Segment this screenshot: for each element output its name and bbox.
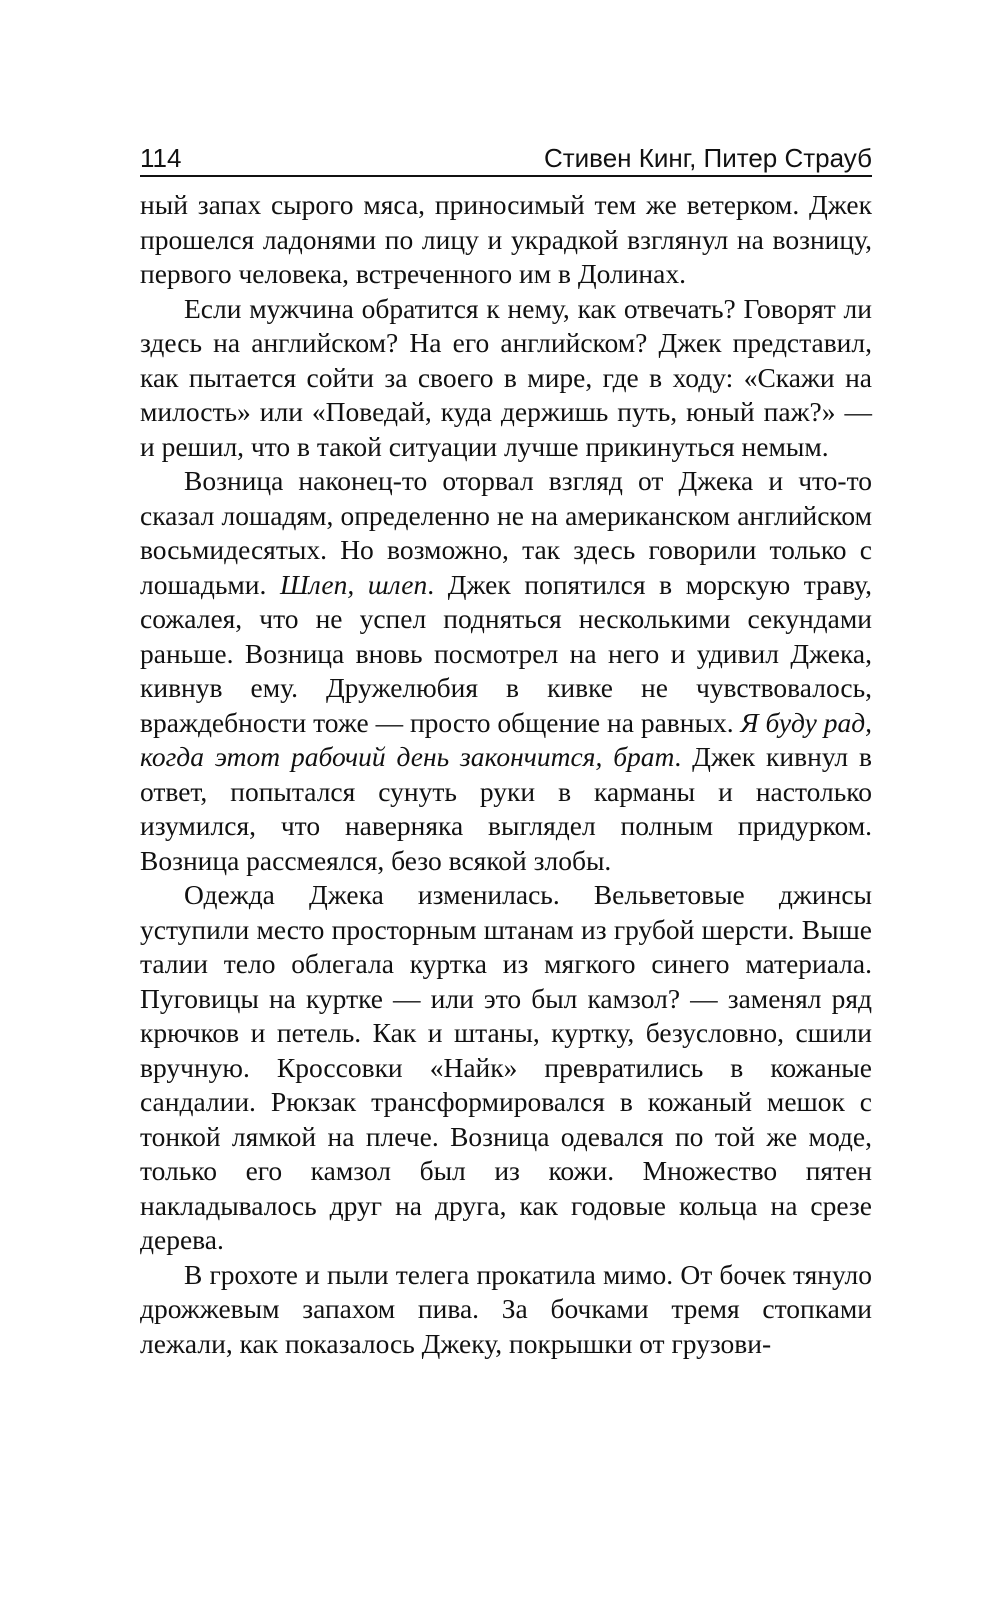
paragraph-5 [140,1258,872,1362]
paragraph-3 [140,464,872,878]
page-number: 114 [140,143,182,173]
paragraph-text: . Джек попятился в морскую траву, сожалея, что не успел подняться несколькими секундами раньше. Возница вновь посмотрел на него и удивил Джека, кивнув ему. Дружелюбия в кивке не чувствовалось, враждебности тоже — просто общение на равных. [140,568,872,738]
body-text [140,188,872,1361]
running-title: Стивен Кинг, Питер Страуб [543,143,872,173]
paragraph-text: ный запах сырого мяса, приносимый тем же ветерком. Джек прошелся ладонями по лицу и украдкой взглянул на возницу, первого человека, встреченного им в Долинах. [140,189,872,289]
paragraph-text: В грохоте и пыли телега прокатила мимо. От бочек тянуло дрожжевым запахом пива. За бочками тремя стопками лежали, как показалось Джеку, покрышки от грузови- [140,1258,872,1359]
running-head [140,141,872,177]
italic-text: Шлеп, шлеп [280,568,428,600]
paragraph-text: Если мужчина обратится к нему, как отвечать? Говорят ли здесь на английском? На его английском? Джек представил, как пытается сойти за своего в мире, где в ходу: «Скажи на милость» или «Поведай, куда держишь путь, юный паж?» — и решил, что в такой ситуации лучше прикинуться немым. [140,292,872,462]
italic-text: Я буду рад, когда этот рабочий день закончится, брат [140,706,872,772]
paragraph-2 [140,292,872,465]
paragraph-text: Возница наконец-то оторвал взгляд от Джека и что-то сказал лошадям, определенно не на американском английском восьмидесятых. Но возможно, так здесь говорили только с лошадьми. [140,465,872,600]
paragraph-1 [140,188,872,292]
book-page [140,0,872,1616]
paragraph-text: . Джек кивнул в ответ, попытался сунуть руки в карманы и настолько изумился, что наверняка выглядел полным придурком. Возница рассмеялся, безо всякой злобы. [140,741,872,876]
paragraph-text: Одежда Джека изменилась. Вельветовые джинсы уступили место просторным штанам из грубой шерсти. Выше талии тело облегала куртка из мягкого синего материала. Пуговицы на куртке — или это был камзол? — заменял ряд крючков и петель. Как и штаны, куртку, безусловно, сшили вручную. Кроссовки «Найк» превратились в кожаные сандалии. Рюкзак трансформировался в кожаный мешок с тонкой лямкой на плече. Возница одевался по той же моде, только его камзол был из кожи. Множество пятен накладывалось друг на друга, как годовые кольца на срезе дерева. [140,879,872,1255]
paragraph-4 [140,878,872,1258]
